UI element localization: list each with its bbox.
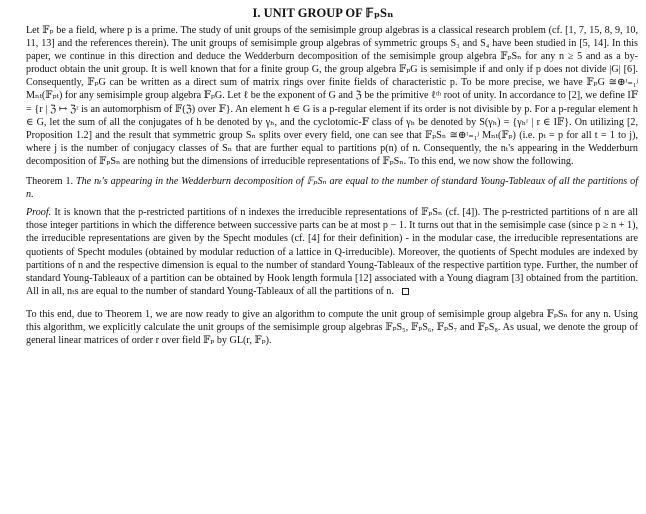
theorem-text: The nₜ's appearing in the Wedderburn decomposition of 𝔽ₚSₙ are equal to the number of standard Young-Tableaux of all the partitions of n. <box>26 176 639 201</box>
proof-block <box>26 206 638 298</box>
closing-paragraph: To this end, due to Theorem 1, we are now ready to give an algorithm to compute the unit group of semisimple group algebra 𝔽ₚSₙ for any n. Using this algorithm, we explicitly calculate the unit groups of the semisimple group algebras 𝔽ₚS₅, 𝔽ₚS₆, 𝔽ₚS₇ and 𝔽ₚS₈. As usual, we denote the group of general linear matrices of order r over field 𝔽ₚ by GL(r, 𝔽ₚ). <box>26 308 638 347</box>
theorem-label: Theorem 1. <box>26 176 74 188</box>
section-title: I. UNIT GROUP OF 𝔽ₚSₙ <box>252 6 394 20</box>
theorem-block <box>26 175 638 201</box>
proof-label: Proof. <box>26 207 52 219</box>
proof-text: It is known that the p-restricted partitions of n indexes the irreducible representations of 𝔽ₚSₙ (cf. [4]). The p-restricted partitions of n are all those integer partitions in which the difference between successive parts can be at most p − 1. It turns out that in the semisimple case (since p ≥ n + 1), the irreducible representations are given by the Specht modules (cf. [4] for their definition) - in the modular case, the irreducible representations are quotients of Specht modules (obtained by modular reduction of a lattice in Q-irreducible). Moreover, the quotients of Specht modules are indexed by partitions of n and the respective dimension is equal to the number of standard Young-Tableaux of the respective partition type. Further, the number of standard Young-Tableaux of a partition can be obtained by Hook length formula [12] associated with a Young diagram [3] obtained from the partition. All in all, nₜs are equal to the number of standard Young-Tableaux of all the partitions of n. <box>26 207 639 297</box>
qed-square-icon <box>402 288 409 295</box>
intro-paragraph: Let 𝔽ₚ be a field, where p is a prime. The study of unit groups of the semisimple group algebras is a classical research problem (cf. [1, 7, 15, 8, 9, 10, 11, 13] and the references therein). The unit groups of semisimple group algebras of symmetric groups S₃ and S₄ have been studied in [5, 14]. In this paper, we continue in this direction and deduce the Wedderburn decomposition of the semisimple group algebra 𝔽ₚSₙ for any n ≥ 5 and as a by-product obtain the unit group. It is well known that for a finite group G, the group algebra 𝔽ₚG is semisimple if and only if p does not divide |G| [6]. Consequently, 𝔽ₚG can be written as a direct sum of matrix rings over finite fields of characteristic p. To be more precise, we have 𝔽ₚG ≅⊕ᵗ₌₁ʲ Mₙₜ(𝔽ₚₜ) for any semisimple group algebra 𝔽ₚG. Let ℓ be the exponent of G and ℨ be the primitive ℓᵗʰ root of unity. In accordance to [2], we define I𝔽 = {r | ℨ ↦ ℨʳ is an automorphism of 𝔽(ℨ) over 𝔽}. An element h ∈ G is a p-regular element if its order is not divisible by p. For a p-regular element h ∈ G, let the sum of all the conjugates of h be denoted by γₕ, and the cyclotomic-𝔽 class of γₕ be denoted by S(γₕ) = {γₕʳ | r ∈ I𝔽}. On utilizing [2, Proposition 1.2] and the result that symmetric group Sₙ splits over every field, one can see that 𝔽ₚSₙ ≅⊕ᵗ₌₁ʲ Mₙₜ(𝔽ₚ) (i.e. pₜ = p for all t = 1 to j), where j is the number of conjugacy classes of Sₙ that are further equal to partitions p(n) of n. Consequently, the nₜ's appearing in the Wedderburn decomposition of 𝔽ₚSₙ are nothing but the dimensions of irreducible representations of 𝔽ₚSₙ. To this end, we now show the following. <box>26 25 638 167</box>
